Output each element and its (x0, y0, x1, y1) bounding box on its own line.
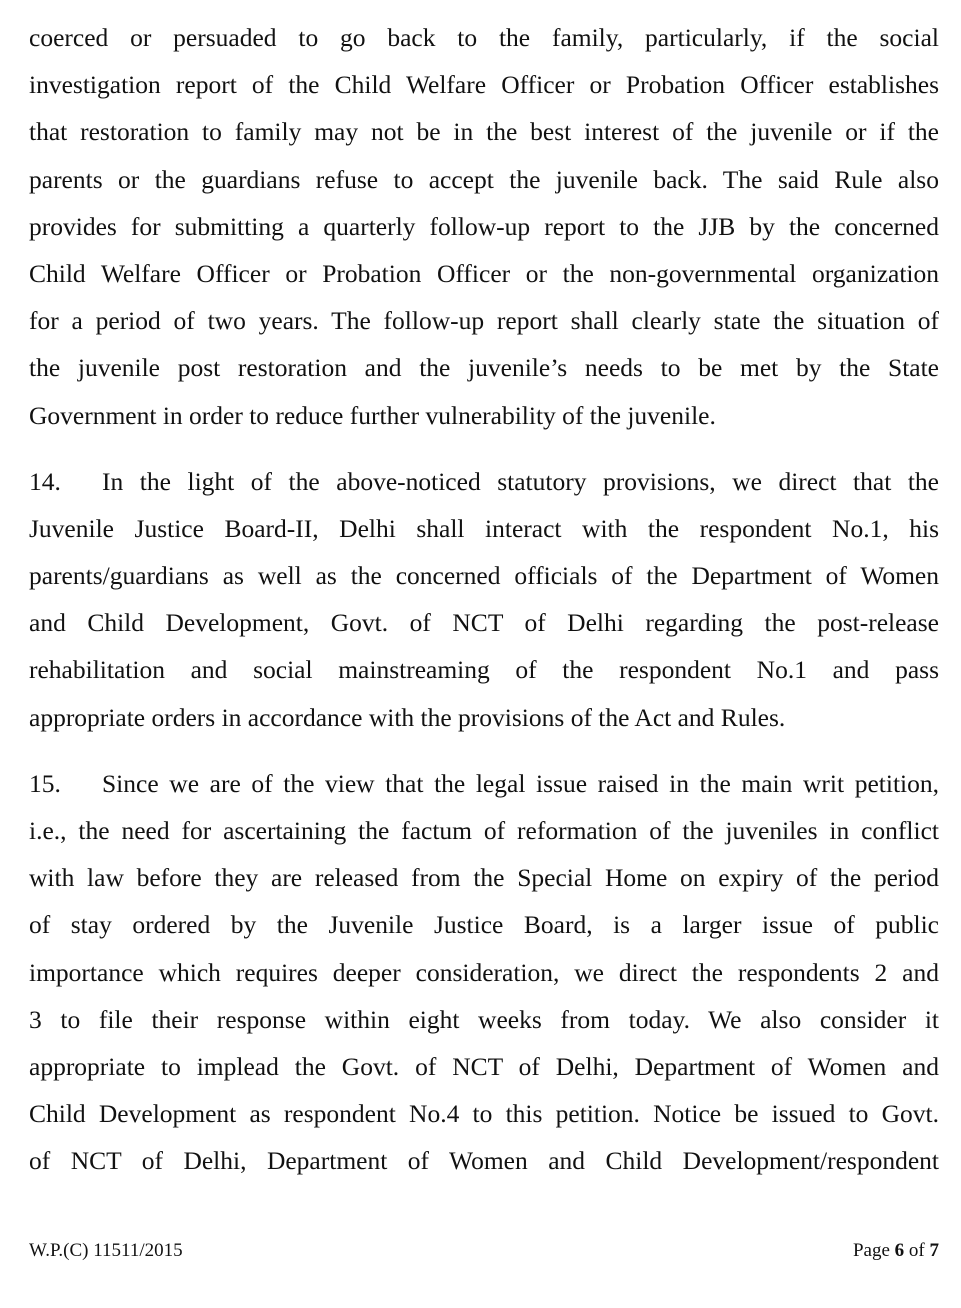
page-current: 6 (894, 1240, 905, 1261)
text-line-first (29, 760, 939, 807)
text-line: parents or the guardians refuse to accept the juvenile back. The said Rule also (29, 164, 939, 194)
text-line: for a period of two years. The follow-up report shall clearly state the situation of (29, 306, 939, 336)
page-label: Page (852, 1240, 890, 1261)
text-line: In the light of the above-noticed statutory provisions, we direct that the (102, 466, 939, 496)
text-line: provides for submitting a quarterly follow-up report to the JJB by the concerned (29, 211, 939, 241)
document-body (29, 14, 939, 1185)
paragraph-13-continued (29, 14, 939, 439)
text-line: Government in order to reduce further vulnerability of the juvenile. (29, 400, 716, 430)
text-line: and Child Development, Govt. of NCT of Delhi regarding the post-release (29, 608, 939, 638)
text-line: i.e., the need for ascertaining the factum of reformation of the juveniles in conflict (29, 816, 939, 845)
paragraph-14 (29, 458, 939, 741)
paragraph-number: 15. (29, 768, 61, 798)
paragraph-number: 14. (29, 466, 61, 496)
paragraph-15 (29, 760, 939, 1185)
text-line: Juvenile Justice Board-II, Delhi shall interact with the respondent No.1, his (29, 513, 939, 543)
page-footer (29, 1236, 939, 1266)
text-line: Child Development as respondent No.4 to this petition. Notice be issued to Govt. (29, 1099, 939, 1129)
page-indicator (853, 1236, 939, 1266)
text-line: investigation report of the Child Welfare Officer or Probation Officer establishes (29, 70, 939, 100)
text-line: with law before they are released from the Special Home on expiry of the period (29, 863, 939, 893)
text-line: that restoration to family may not be in the best interest of the juvenile or if the (29, 117, 939, 147)
text-line: coerced or persuaded to go back to the family, particularly, if the social (29, 23, 939, 52)
text-line: appropriate to implead the Govt. of NCT of Delhi, Department of Women and (29, 1051, 939, 1081)
text-line: appropriate orders in accordance with the provisions of the Act and Rules. (29, 702, 786, 732)
text-line: rehabilitation and social mainstreaming of the respondent No.1 and pass (29, 655, 939, 685)
text-line: the juvenile post restoration and the juvenile’s needs to be met by the State (29, 353, 939, 383)
text-line-first (29, 458, 939, 505)
text-line: parents/guardians as well as the concerned officials of the Department of Women (29, 561, 939, 591)
text-line: of stay ordered by the Juvenile Justice Board, is a larger issue of public (29, 910, 939, 940)
text-line: Since we are of the view that the legal issue raised in the main writ petition, (102, 768, 939, 798)
text-line: Child Welfare Officer or Probation Officer or the non-governmental organization (29, 258, 939, 288)
text-line: importance which requires deeper consideration, we direct the respondents 2 and (29, 957, 939, 987)
page-of: of (908, 1240, 925, 1261)
text-line: 3 to file their response within eight weeks from today. We also consider it (29, 1004, 939, 1034)
case-number: W.P.(C) 11511/2015 (29, 1240, 183, 1261)
text-line: of NCT of Delhi, Department of Women and Child Development/respondent (29, 1146, 939, 1176)
page-total: 7 (929, 1240, 939, 1261)
